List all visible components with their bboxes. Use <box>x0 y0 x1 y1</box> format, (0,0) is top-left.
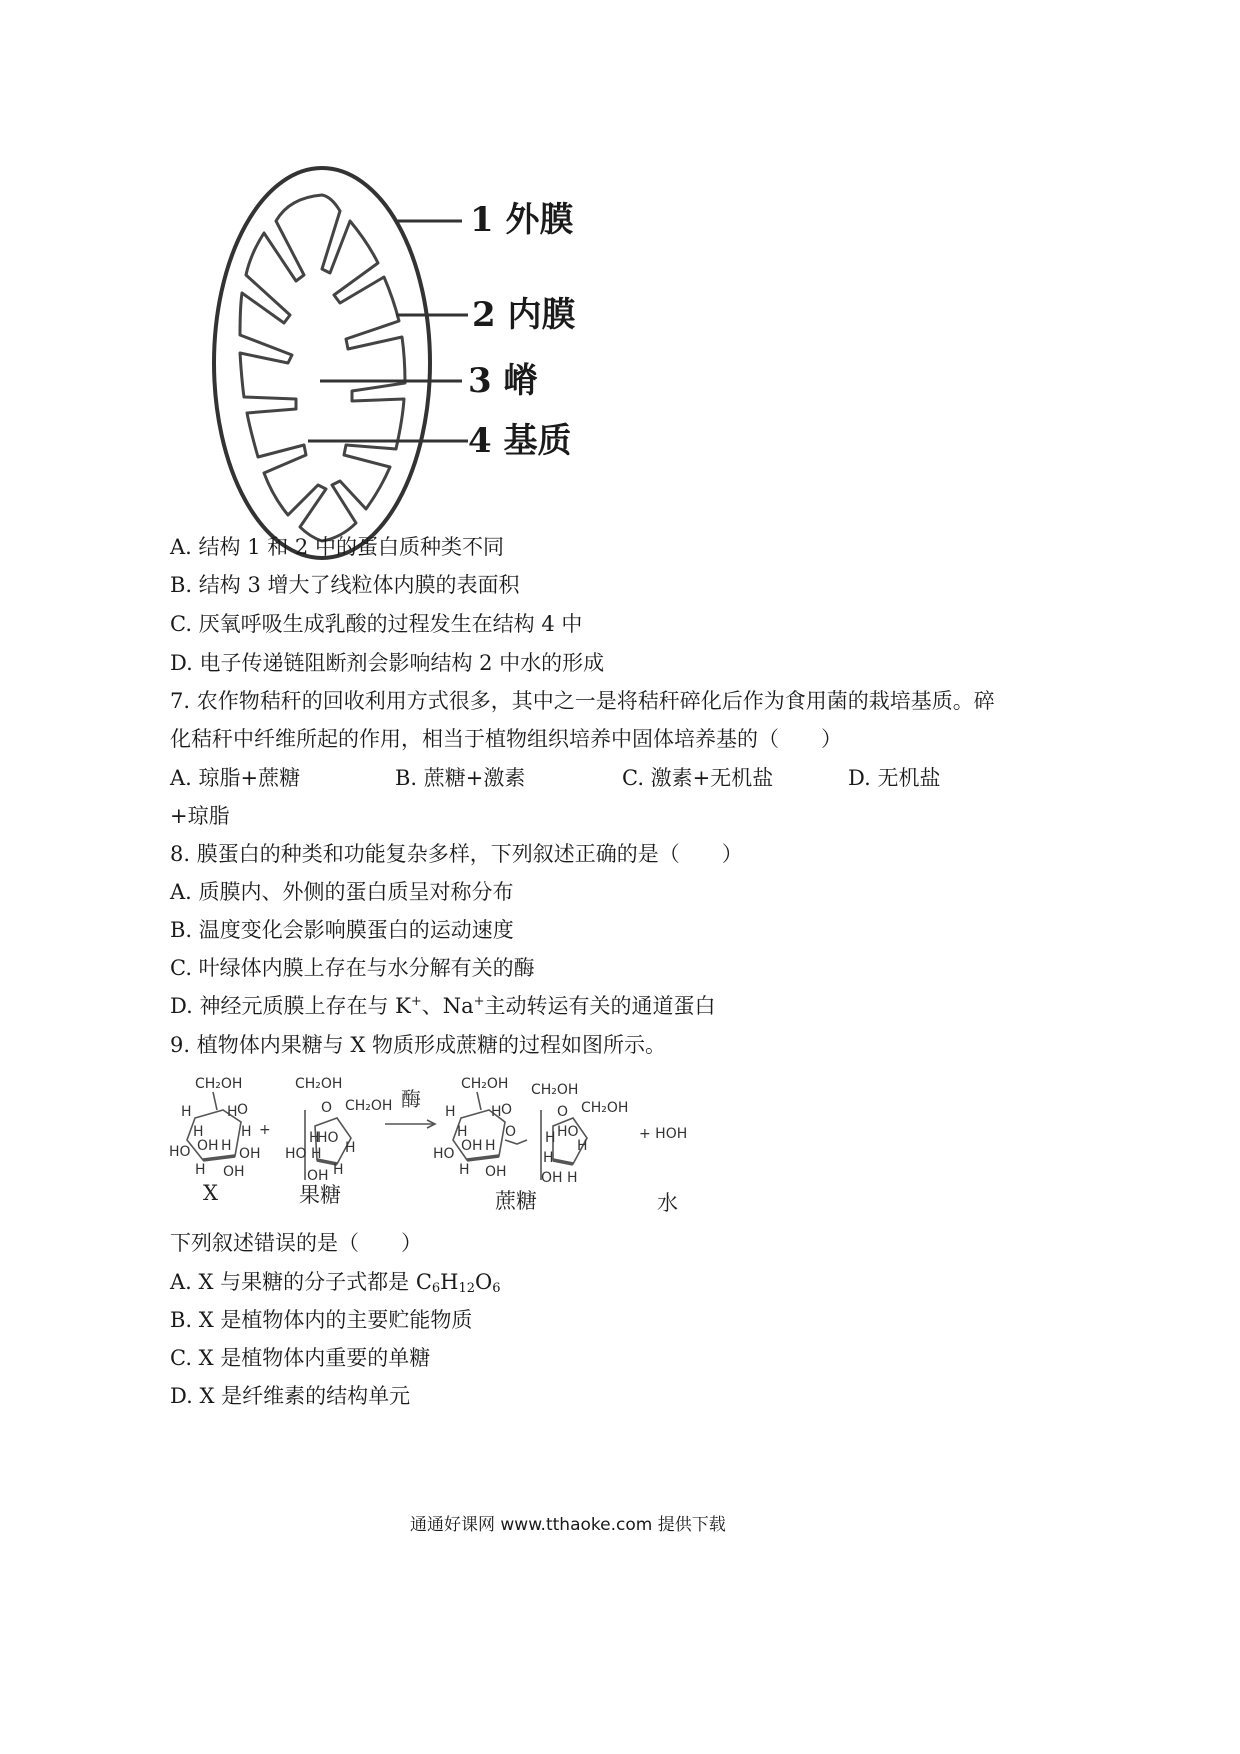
inner-membrane <box>240 195 405 541</box>
sucrose-formation-scheme <box>165 1070 725 1220</box>
svg-text:OH: OH <box>223 1164 245 1180</box>
svg-text:H: H <box>309 1130 320 1146</box>
q7-option-d-cont: +琼脂 <box>170 804 230 828</box>
svg-text:+ HOH: + HOH <box>639 1126 688 1142</box>
q9-option-d: D. X 是纤维素的结构单元 <box>170 1384 411 1408</box>
svg-text:H: H <box>543 1150 554 1166</box>
svg-text:OH: OH <box>307 1168 329 1184</box>
svg-text:O: O <box>321 1100 333 1116</box>
q8-option-a: A. 质膜内、外侧的蛋白质呈对称分布 <box>170 880 514 904</box>
svg-text:OH: OH <box>461 1138 483 1154</box>
svg-text:H: H <box>193 1124 204 1140</box>
q7-option-a: A. 琼脂+蔗糖 <box>170 766 301 790</box>
q7-stem-line1: 7. 农作物秸秆的回收利用方式很多，其中之一是将秸秆碎化后作为食用菌的栽培基质。碎 <box>170 689 995 713</box>
q9-option-b: B. X 是植物体内的主要贮能物质 <box>170 1308 473 1332</box>
svg-text:蔗糖: 蔗糖 <box>495 1189 537 1213</box>
q7-option-b: B. 蔗糖+激素 <box>395 766 526 790</box>
svg-text:CH₂OH: CH₂OH <box>531 1082 579 1098</box>
svg-text:H: H <box>345 1140 356 1156</box>
q6-option-c: C. 厌氧呼吸生成乳酸的过程发生在结构 4 中 <box>170 612 583 636</box>
q8-stem: 8. 膜蛋白的种类和功能复杂多样，下列叙述正确的是（ ） <box>170 842 743 866</box>
svg-text:H: H <box>241 1124 252 1140</box>
svg-text:水: 水 <box>657 1191 678 1215</box>
svg-text:X: X <box>203 1181 218 1205</box>
svg-text:H: H <box>457 1124 468 1140</box>
svg-text:OH: OH <box>485 1164 507 1180</box>
q9-option-c: C. X 是植物体内重要的单糖 <box>170 1346 431 1370</box>
svg-text:H: H <box>545 1130 556 1146</box>
svg-text:O: O <box>501 1102 513 1118</box>
svg-text:HO: HO <box>317 1130 339 1146</box>
q6-option-a: A. 结构 1 和 2 中的蛋白质种类不同 <box>170 535 504 559</box>
svg-text:H: H <box>459 1162 470 1178</box>
q7-option-d: D. 无机盐 <box>848 766 941 790</box>
svg-text:O: O <box>557 1104 569 1120</box>
svg-text:OH H: OH H <box>541 1170 578 1186</box>
label-cristae: 3 嵴 <box>468 361 538 401</box>
q6-option-b: B. 结构 3 增大了线粒体内膜的表面积 <box>170 573 520 597</box>
svg-text:H: H <box>577 1138 588 1154</box>
svg-text:H: H <box>195 1162 206 1178</box>
outer-membrane <box>214 168 430 558</box>
svg-text:酶: 酶 <box>401 1087 421 1111</box>
q7-stem-line2: 化秸秆中纤维所起的作用，相当于植物组织培养中固体培养基的（ ） <box>170 727 842 751</box>
svg-text:OH: OH <box>239 1146 261 1162</box>
svg-text:CH₂OH: CH₂OH <box>461 1076 509 1092</box>
svg-text:HO: HO <box>557 1124 579 1140</box>
svg-text:果糖: 果糖 <box>299 1183 341 1207</box>
label-outer-membrane: 1 外膜 <box>470 200 574 240</box>
q9-option-a: A. X 与果糖的分子式都是 $C_6H_{12}O_6$ <box>170 1270 501 1296</box>
svg-text:CH₂OH: CH₂OH <box>345 1098 393 1114</box>
svg-text:H: H <box>227 1104 238 1120</box>
svg-text:CH₂OH: CH₂OH <box>195 1076 243 1092</box>
q8-option-d: D. 神经元质膜上存在与 K+、Na+主动转运有关的通道蛋白 <box>170 994 716 1018</box>
q9-sub-stem: 下列叙述错误的是（ ） <box>170 1231 422 1255</box>
svg-text:CH₂OH: CH₂OH <box>295 1076 343 1092</box>
svg-text:O: O <box>237 1102 249 1118</box>
page-footer: 通通好课网 www.tthaoke.com 提供下载 <box>410 1515 726 1535</box>
svg-text:O: O <box>505 1124 517 1140</box>
q6-option-d: D. 电子传递链阻断剂会影响结构 2 中水的形成 <box>170 651 605 675</box>
svg-text:OH: OH <box>197 1138 219 1154</box>
svg-text:CH₂OH: CH₂OH <box>581 1100 629 1116</box>
svg-text:H: H <box>333 1162 344 1178</box>
svg-text:H: H <box>311 1146 322 1162</box>
svg-text:HO: HO <box>433 1146 455 1162</box>
svg-text:HO: HO <box>169 1144 191 1160</box>
svg-text:H: H <box>491 1104 502 1120</box>
svg-text:H: H <box>181 1104 192 1120</box>
label-inner-membrane: 2 内膜 <box>472 295 576 335</box>
label-matrix: 4 基质 <box>468 421 572 461</box>
q7-option-c: C. 激素+无机盐 <box>622 766 774 790</box>
svg-text:HO: HO <box>285 1146 307 1162</box>
q9-stem: 9. 植物体内果糖与 X 物质形成蔗糖的过程如图所示。 <box>170 1033 667 1057</box>
svg-text:+: + <box>259 1122 271 1138</box>
mitochondrion-diagram <box>200 155 660 595</box>
q8-option-c: C. 叶绿体内膜上存在与水分解有关的酶 <box>170 956 535 980</box>
q8-option-b: B. 温度变化会影响膜蛋白的运动速度 <box>170 918 514 942</box>
svg-text:H: H <box>445 1104 456 1120</box>
svg-text:H: H <box>485 1138 496 1154</box>
svg-text:H: H <box>221 1138 232 1154</box>
